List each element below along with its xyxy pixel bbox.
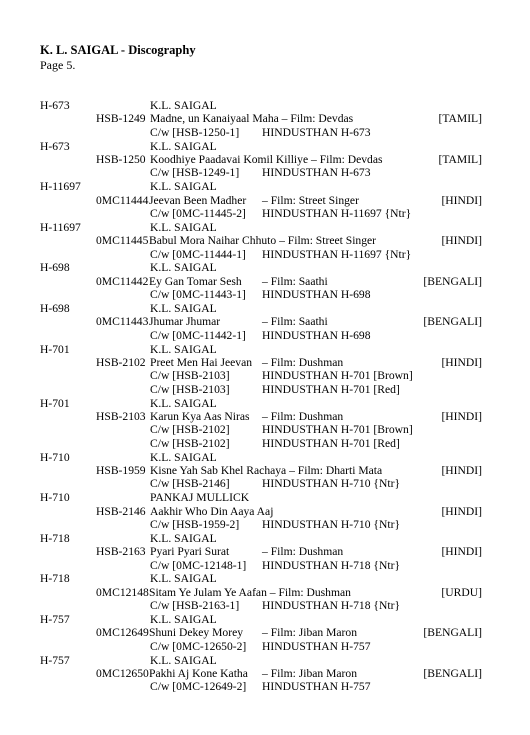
matrix-number: HSB-2102 [96, 355, 146, 369]
release-label: HINDUSTHAN H-701 [Red] [262, 382, 400, 396]
discography-entry [0, 491, 530, 532]
discography-entry [0, 180, 530, 221]
coupling-matrix: C/w [0MC-11444-1] [150, 247, 246, 261]
matrix-number: 0MC11443 [96, 315, 149, 329]
artist-name: K.L. SAIGAL [150, 220, 217, 234]
discography-entry [0, 532, 530, 573]
coupling-matrix: C/w [HSB-2146] [150, 477, 230, 491]
language-tag: [HINDI] [441, 504, 482, 518]
release-label: HINDUSTHAN H-757 [262, 639, 371, 653]
language-tag: [BENGALI] [423, 315, 482, 329]
release-label: HINDUSTHAN H-701 [Brown] [262, 369, 413, 383]
discography-entry [0, 613, 530, 654]
document-title: K. L. SAIGAL - Discography [40, 43, 196, 57]
matrix-number: HSB-2163 [96, 545, 146, 559]
catalog-number: H-698 [40, 301, 70, 315]
catalog-number: H-673 [40, 99, 70, 112]
coupling-matrix: C/w [HSB-1249-1] [150, 166, 240, 180]
matrix-number: HSB-2146 [96, 504, 146, 518]
catalog-number: H-710 [40, 491, 70, 505]
catalog-number: H-698 [40, 261, 70, 275]
matrix-number: 0MC11445 [96, 234, 149, 248]
matrix-number: 0MC12650 [96, 666, 149, 680]
coupling-matrix: C/w [0MC-12650-2] [150, 639, 247, 653]
matrix-number: 0MC11444 [96, 193, 149, 207]
release-label: HINDUSTHAN H-11697 {Ntr} [262, 247, 412, 261]
artist-name: K.L. SAIGAL [150, 396, 217, 410]
film-name: – Film: Dushman [262, 355, 344, 369]
coupling-matrix: C/w [0MC-11443-1] [150, 288, 246, 302]
song-title: Preet Men Hai Jeevan [150, 355, 253, 369]
song-title: Madne, un Kanaiyaal Maha – Film: Devdas [150, 112, 354, 126]
coupling-matrix: C/w [HSB-2163-1] [150, 599, 240, 613]
coupling-matrix: C/w [0MC-12148-1] [150, 558, 247, 572]
song-title: Jeevan Been Madher [149, 193, 247, 207]
matrix-number: HSB-1250 [96, 152, 146, 166]
song-title: Karun Kya Aas Niras [150, 409, 250, 423]
page-number: Page 5. [40, 58, 76, 72]
release-label: HINDUSTHAN H-710 {Ntr} [262, 477, 401, 491]
catalog-number: H-710 [40, 450, 70, 464]
catalog-number: H-701 [40, 396, 70, 410]
discography-entry [0, 572, 530, 613]
release-label: HINDUSTHAN H-710 {Ntr} [262, 517, 401, 531]
language-tag: [TAMIL] [438, 152, 482, 166]
release-label: HINDUSTHAN H-673 [262, 166, 371, 180]
catalog-number: H-673 [40, 139, 70, 153]
artist-name: PANKAJ MULLICK [150, 491, 250, 505]
discography-entry [0, 221, 530, 262]
discography-entry [0, 261, 530, 302]
song-title: Koodhiye Paadavai Komil Killiye – Film: Devdas [150, 152, 383, 166]
artist-name: K.L. SAIGAL [150, 531, 217, 545]
catalog-number: H-718 [40, 572, 70, 586]
discography-entry [0, 343, 530, 397]
catalog-number: H-11697 [40, 180, 81, 194]
release-label: HINDUSTHAN H-11697 {Ntr} [262, 206, 412, 220]
catalog-number: H-757 [40, 612, 70, 626]
catalog-number: H-757 [40, 653, 70, 667]
coupling-matrix: C/w [HSB-2103] [150, 382, 230, 396]
film-name: – Film: Street Singer [262, 193, 359, 207]
discography-entry [0, 140, 530, 181]
coupling-matrix: C/w [0MC-11445-2] [150, 206, 246, 220]
release-label: HINDUSTHAN H-701 [Red] [262, 436, 400, 450]
artist-name: K.L. SAIGAL [150, 180, 217, 194]
artist-name: K.L. SAIGAL [150, 450, 217, 464]
song-title: Pyari Pyari Surat [150, 545, 230, 559]
film-name: – Film: Dushman [262, 545, 344, 559]
language-tag: [URDU] [441, 585, 482, 599]
release-label: HINDUSTHAN H-698 [262, 288, 371, 302]
release-label: HINDUSTHAN H-757 [262, 680, 371, 694]
film-name: – Film: Jiban Maron [262, 666, 358, 680]
song-title: Sitam Ye Julam Ye Aafan – Film: Dushman [149, 585, 351, 599]
song-title: Jhumar Jhumar [149, 315, 221, 329]
language-tag: [HINDI] [441, 409, 482, 423]
discography-list [0, 99, 530, 694]
catalog-number: H-718 [40, 531, 70, 545]
song-title: Babul Mora Naihar Chhuto – Film: Street Singer [149, 234, 377, 248]
catalog-number: H-11697 [40, 220, 81, 234]
language-tag: [HINDI] [441, 355, 482, 369]
release-label: HINDUSTHAN H-673 [262, 125, 371, 139]
film-name: – Film: Saathi [262, 274, 328, 288]
language-tag: [HINDI] [441, 193, 482, 207]
catalog-number: H-701 [40, 342, 70, 356]
language-tag: [HINDI] [441, 234, 482, 248]
language-tag: [HINDI] [441, 463, 482, 477]
matrix-number: HSB-1249 [96, 112, 146, 126]
language-tag: [HINDI] [441, 545, 482, 559]
artist-name: K.L. SAIGAL [150, 342, 217, 356]
matrix-number: HSB-1959 [96, 463, 146, 477]
coupling-matrix: C/w [HSB-2102] [150, 423, 230, 437]
artist-name: K.L. SAIGAL [150, 612, 217, 626]
language-tag: [TAMIL] [438, 112, 482, 126]
matrix-number: HSB-2103 [96, 409, 146, 423]
language-tag: [BENGALI] [423, 666, 482, 680]
matrix-number: 0MC11442 [96, 274, 149, 288]
release-label: HINDUSTHAN H-718 {Ntr} [262, 558, 401, 572]
language-tag: [BENGALI] [423, 626, 482, 640]
song-title: Shuni Dekey Morey [149, 626, 244, 640]
coupling-matrix: C/w [0MC-12649-2] [150, 680, 247, 694]
matrix-number: 0MC12649 [96, 626, 149, 640]
coupling-matrix: C/w [HSB-2102] [150, 436, 230, 450]
artist-name: K.L. SAIGAL [150, 139, 217, 153]
film-name: – Film: Jiban Maron [262, 626, 358, 640]
discography-entry [0, 451, 530, 492]
coupling-matrix: C/w [0MC-11442-1] [150, 328, 246, 342]
coupling-matrix: C/w [HSB-2103] [150, 369, 230, 383]
coupling-matrix: C/w [HSB-1959-2] [150, 517, 240, 531]
artist-name: K.L. SAIGAL [150, 301, 217, 315]
artist-name: K.L. SAIGAL [150, 261, 217, 275]
coupling-matrix: C/w [HSB-1250-1] [150, 125, 240, 139]
song-title: Pakhi Aj Kone Katha [149, 666, 248, 680]
artist-name: K.L. SAIGAL [150, 572, 217, 586]
release-label: HINDUSTHAN H-718 {Ntr} [262, 599, 401, 613]
release-label: HINDUSTHAN H-701 [Brown] [262, 423, 413, 437]
song-title: Kisne Yah Sab Khel Rachaya – Film: Dharti Mata [150, 463, 383, 477]
artist-name: K.L. SAIGAL [150, 99, 217, 112]
discography-entry [0, 99, 530, 140]
discography-entry [0, 654, 530, 695]
film-name: – Film: Saathi [262, 315, 328, 329]
artist-name: K.L. SAIGAL [150, 653, 217, 667]
release-label: HINDUSTHAN H-698 [262, 328, 371, 342]
language-tag: [BENGALI] [423, 274, 482, 288]
song-title: Ey Gan Tomar Sesh [149, 274, 242, 288]
discography-entry [0, 302, 530, 343]
film-name: – Film: Dushman [262, 409, 344, 423]
discography-entry [0, 397, 530, 451]
matrix-number: 0MC12148 [96, 585, 149, 599]
song-title: Aakhir Who Din Aaya Aaj [150, 504, 274, 518]
